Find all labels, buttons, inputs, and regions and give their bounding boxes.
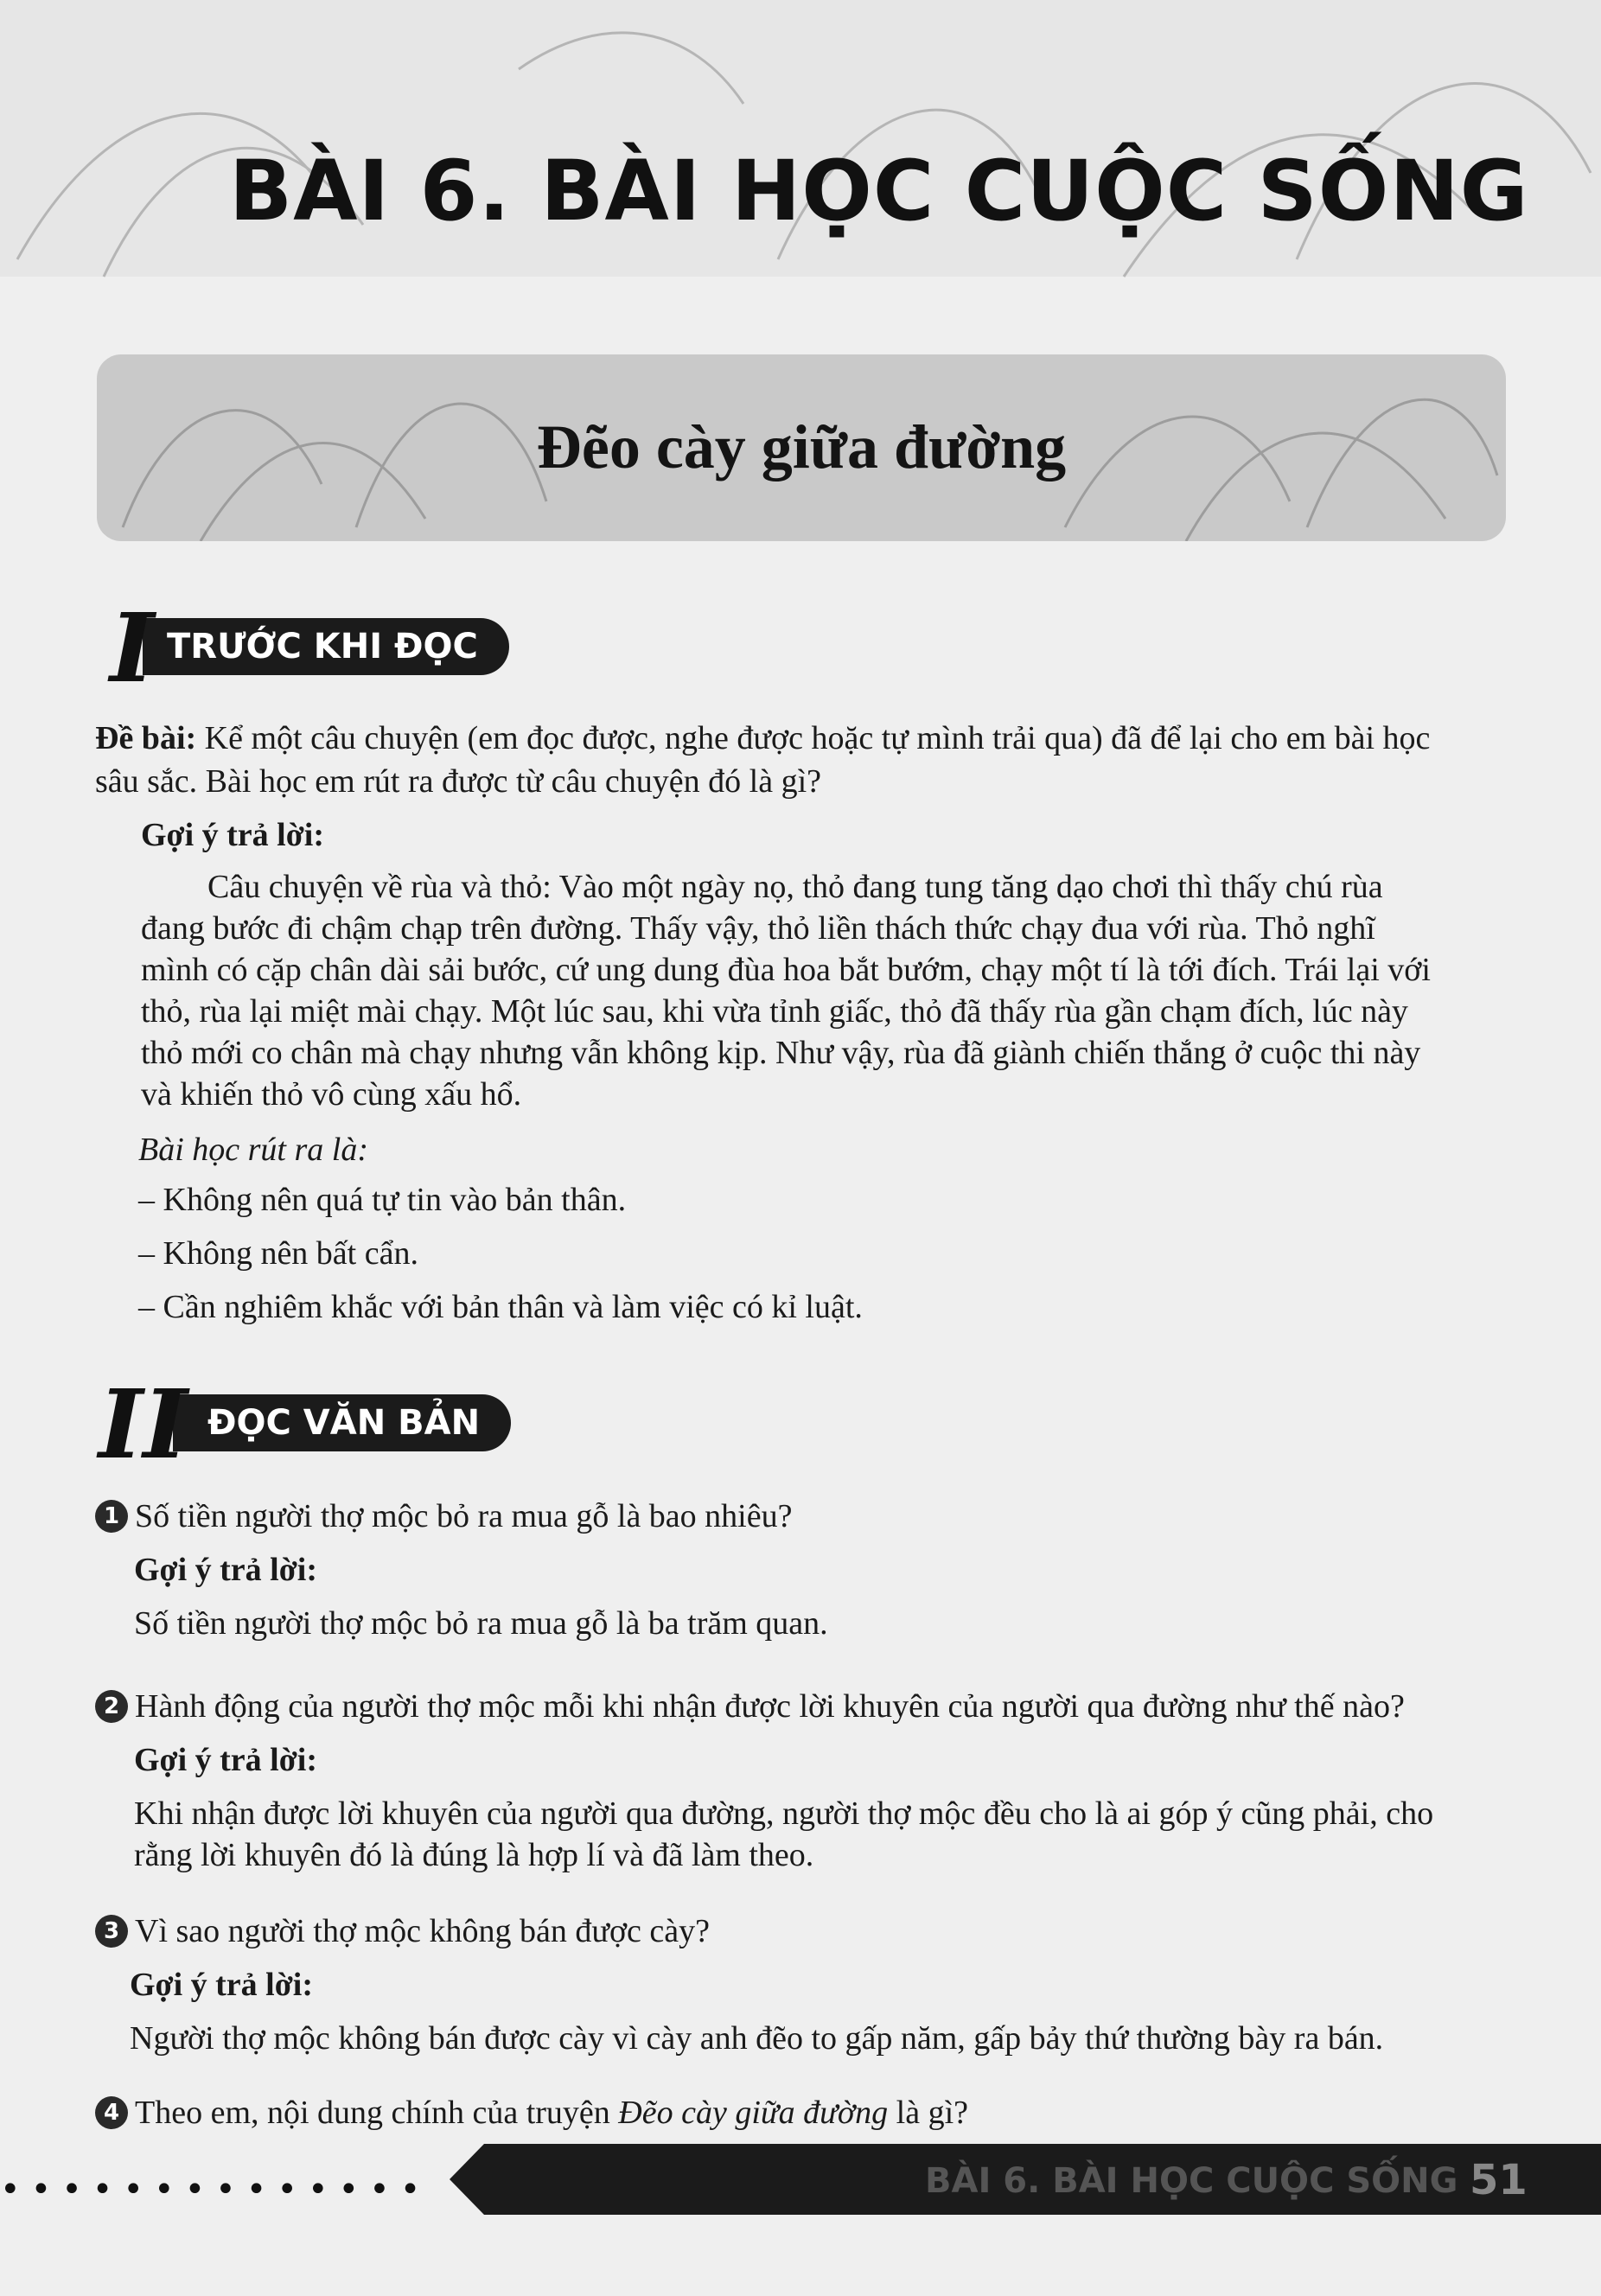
- question-text: Số tiền người thợ mộc bỏ ra mua gỗ là bao nhiêu?: [135, 1498, 793, 1534]
- prompt-text-line1: Kể một câu chuyện (em đọc được, nghe được hoặc tự mình trải qua) đã để lại cho em bài học: [196, 720, 1431, 756]
- section-heading-reading: [95, 1368, 510, 1480]
- hint-label: Gợi ý trả lời:: [134, 1552, 317, 1588]
- prompt-text-line2: sâu sắc. Bài học em rút ra được từ câu chuyện đó là gì?: [95, 763, 821, 800]
- question-1: [95, 1496, 792, 1537]
- section-heading-label: ĐỌC VĂN BẢN: [173, 1394, 511, 1451]
- answer-line: Người thợ mộc không bán được cày vì cày anh đẽo to gấp năm, gấp bảy thứ thường bày ra bán.: [130, 2020, 1384, 2057]
- story-line: thỏ, rùa lại miệt mài chạy. Một lúc sau, khi vừa tỉnh giấc, thỏ đã thấy rùa gần chạm đích, lúc này: [141, 993, 1408, 1030]
- answer-line: Số tiền người thợ mộc bỏ ra mua gỗ là ba trăm quan.: [134, 1605, 828, 1642]
- lesson-label: Bài học rút ra là:: [138, 1132, 368, 1168]
- question-number-icon: 2: [95, 1690, 128, 1723]
- section-heading-before-reading: [99, 592, 497, 704]
- question-text: Hành động của người thợ mộc mỗi khi nhận được lời khuyên của người qua đường như thế nào?: [135, 1688, 1405, 1725]
- page-number: 51: [1470, 2156, 1528, 2204]
- question-text: Theo em, nội dung chính của truyện: [135, 2095, 619, 2131]
- section-heading-label: TRƯỚC KHI ĐỌC: [143, 618, 509, 675]
- reading-title-banner: [97, 354, 1506, 541]
- question-2: [95, 1686, 1405, 1727]
- question-number-icon: 4: [95, 2096, 128, 2129]
- hint-label: Gợi ý trả lời:: [134, 1742, 317, 1778]
- lesson-item: – Không nên quá tự tin vào bản thân.: [138, 1182, 627, 1218]
- story-line: đang bước đi chậm chạp trên đường. Thấy vậy, thỏ liền thách thức chạy đua với rùa. Thỏ nghĩ: [141, 910, 1375, 947]
- question-3: [95, 1910, 710, 1952]
- story-line: mình có cặp chân dài sải bước, cứ ung dung đùa hoa bắt bướm, chạy một tí là tới đích. Trái lại với: [141, 952, 1431, 988]
- lesson-title: BÀI 6. BÀI HỌC CUỘC SỐNG: [229, 143, 1529, 239]
- page-footer: [0, 2144, 1601, 2248]
- lesson-item: – Cần nghiêm khắc với bản thân và làm việc có kỉ luật.: [138, 1289, 863, 1325]
- footer-dots: ••••••••••••••: [0, 2170, 431, 2210]
- question-4: [95, 2092, 968, 2133]
- section-numeral: II: [99, 1368, 188, 1480]
- prompt-label: Đề bài:: [95, 720, 197, 756]
- question-text-title: Đẽo cày giữa đường: [618, 2095, 889, 2131]
- footer-lesson-label: BÀI 6. BÀI HỌC CUỘC SỐNG: [925, 2161, 1458, 2201]
- answer-line: Khi nhận được lời khuyên của người qua đường, người thợ mộc đều cho là ai góp ý cũng phải, cho: [134, 1795, 1434, 1832]
- question-number-icon: 1: [95, 1500, 128, 1533]
- story-line: thỏ mới co chân mà chạy nhưng vẫn không kịp. Như vậy, rùa đã giành chiến thắng ở cuộc thi này: [141, 1035, 1421, 1071]
- question-number-icon: 3: [95, 1915, 128, 1948]
- question-text: là gì?: [888, 2095, 968, 2131]
- reading-title: Đẽo cày giữa đường: [536, 412, 1067, 482]
- prompt: [95, 718, 1430, 759]
- section-numeral: I: [110, 592, 155, 704]
- story-line: và khiến thỏ vô cùng xấu hổ.: [141, 1076, 522, 1113]
- answer-line: rằng lời khuyên đó là đúng là hợp lí và đã làm theo.: [134, 1837, 814, 1873]
- story-line: Câu chuyện về rùa và thỏ: Vào một ngày nọ, thỏ đang tung tăng dạo chơi thì thấy chú rùa: [207, 869, 1383, 905]
- lesson-item: – Không nên bất cẩn.: [138, 1235, 418, 1272]
- hint-label: Gợi ý trả lời:: [141, 817, 324, 853]
- question-text: Vì sao người thợ mộc không bán được cày?: [135, 1913, 710, 1949]
- hint-label: Gợi ý trả lời:: [130, 1967, 313, 2003]
